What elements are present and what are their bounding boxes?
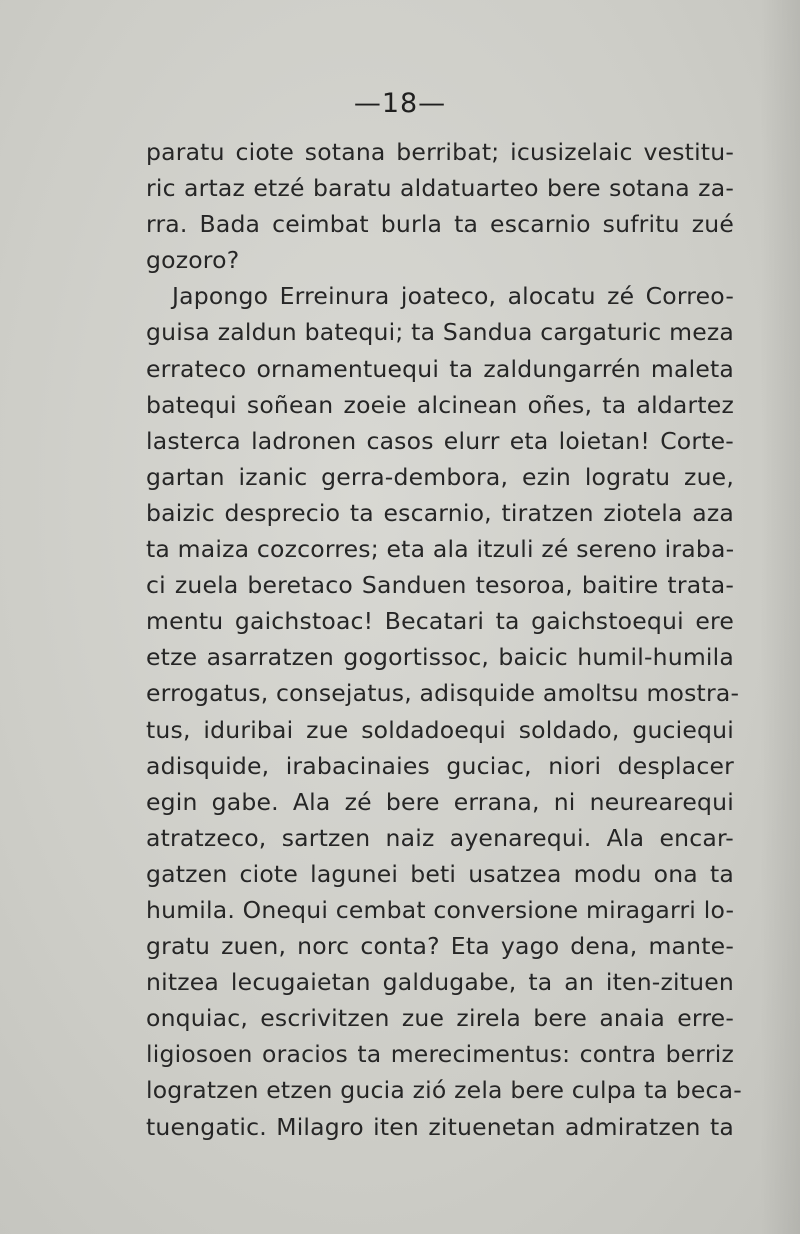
page-number: —18— (353, 88, 447, 119)
text-line: paratu ciote sotana berribat; icusizelaic vestitu- (146, 138, 734, 166)
text-line: errogatus, consejatus, adisquide amoltsu mostra- (146, 679, 740, 708)
text-line: Japongo Erreinura joateco, alocatu zé Correo- (172, 282, 734, 311)
text-line: gatzen ciote lagunei beti usatzea modu ona ta (146, 859, 734, 888)
text-line: humila. Onequi cembat conversione miragarri lo- (146, 895, 735, 924)
text-line: etze asarratzen gogortissoc, baicic humil-humila (146, 643, 734, 672)
text-line: egin gabe. Ala zé bere errana, ni neurearequi (146, 787, 734, 816)
text-line: baizic desprecio ta escarnio, tiratzen ziotela aza (146, 498, 734, 527)
body-text (146, 134, 742, 1145)
text-line: ta maiza cozcorres; eta ala itzuli zé sereno iraba- (146, 535, 735, 564)
text-line: logratzen etzen gucia zió zela bere culpa ta beca- (146, 1076, 742, 1105)
text-line: tus, iduribai zue soldadoequi soldado, guciequi (146, 715, 734, 744)
text-line: mentu gaichstoac! Becatari ta gaichstoequi ere (146, 607, 734, 636)
text-line: tuengatic. Milagro iten zituenetan admiratzen ta (146, 1112, 734, 1141)
text-line: rra. Bada ceimbat burla ta escarnio sufritu zué (146, 210, 734, 239)
text-line: onquiac, escrivitzen zue zirela bere anaia erre- (146, 1004, 734, 1033)
text-line: batequi soñean zoeie alcinean oñes, ta aldartez (146, 390, 734, 419)
text-line: guisa zaldun batequi; ta Sandua cargaturic meza (146, 318, 734, 347)
text-line: ligiosoen oracios ta merecimentus: contra berriz (146, 1040, 734, 1069)
text-line: lasterca ladronen casos elurr eta loietan! Corte- (146, 426, 734, 455)
text-line: gratu zuen, norc conta? Eta yago dena, mante- (146, 932, 734, 961)
page-edge-shadow (760, 0, 800, 1234)
text-line: errateco ornamentuequi ta zaldungarrén maleta (146, 354, 734, 383)
text-line: nitzea lecugaietan galdugabe, ta an iten-zituen (146, 968, 734, 997)
text-line: gozoro? (146, 246, 240, 275)
text-line: atratzeco, sartzen naiz ayenarequi. Ala encar- (146, 823, 734, 852)
text-line: ric artaz etzé baratu aldatuarteo bere sotana za- (146, 174, 734, 203)
text-line: adisquide, irabacinaies guciac, niori desplacer (146, 751, 734, 780)
text-line: ci zuela beretaco Sanduen tesoroa, baitire trata- (146, 571, 734, 600)
text-line: gartan izanic gerra-dembora, ezin logratu zue, (146, 462, 734, 491)
